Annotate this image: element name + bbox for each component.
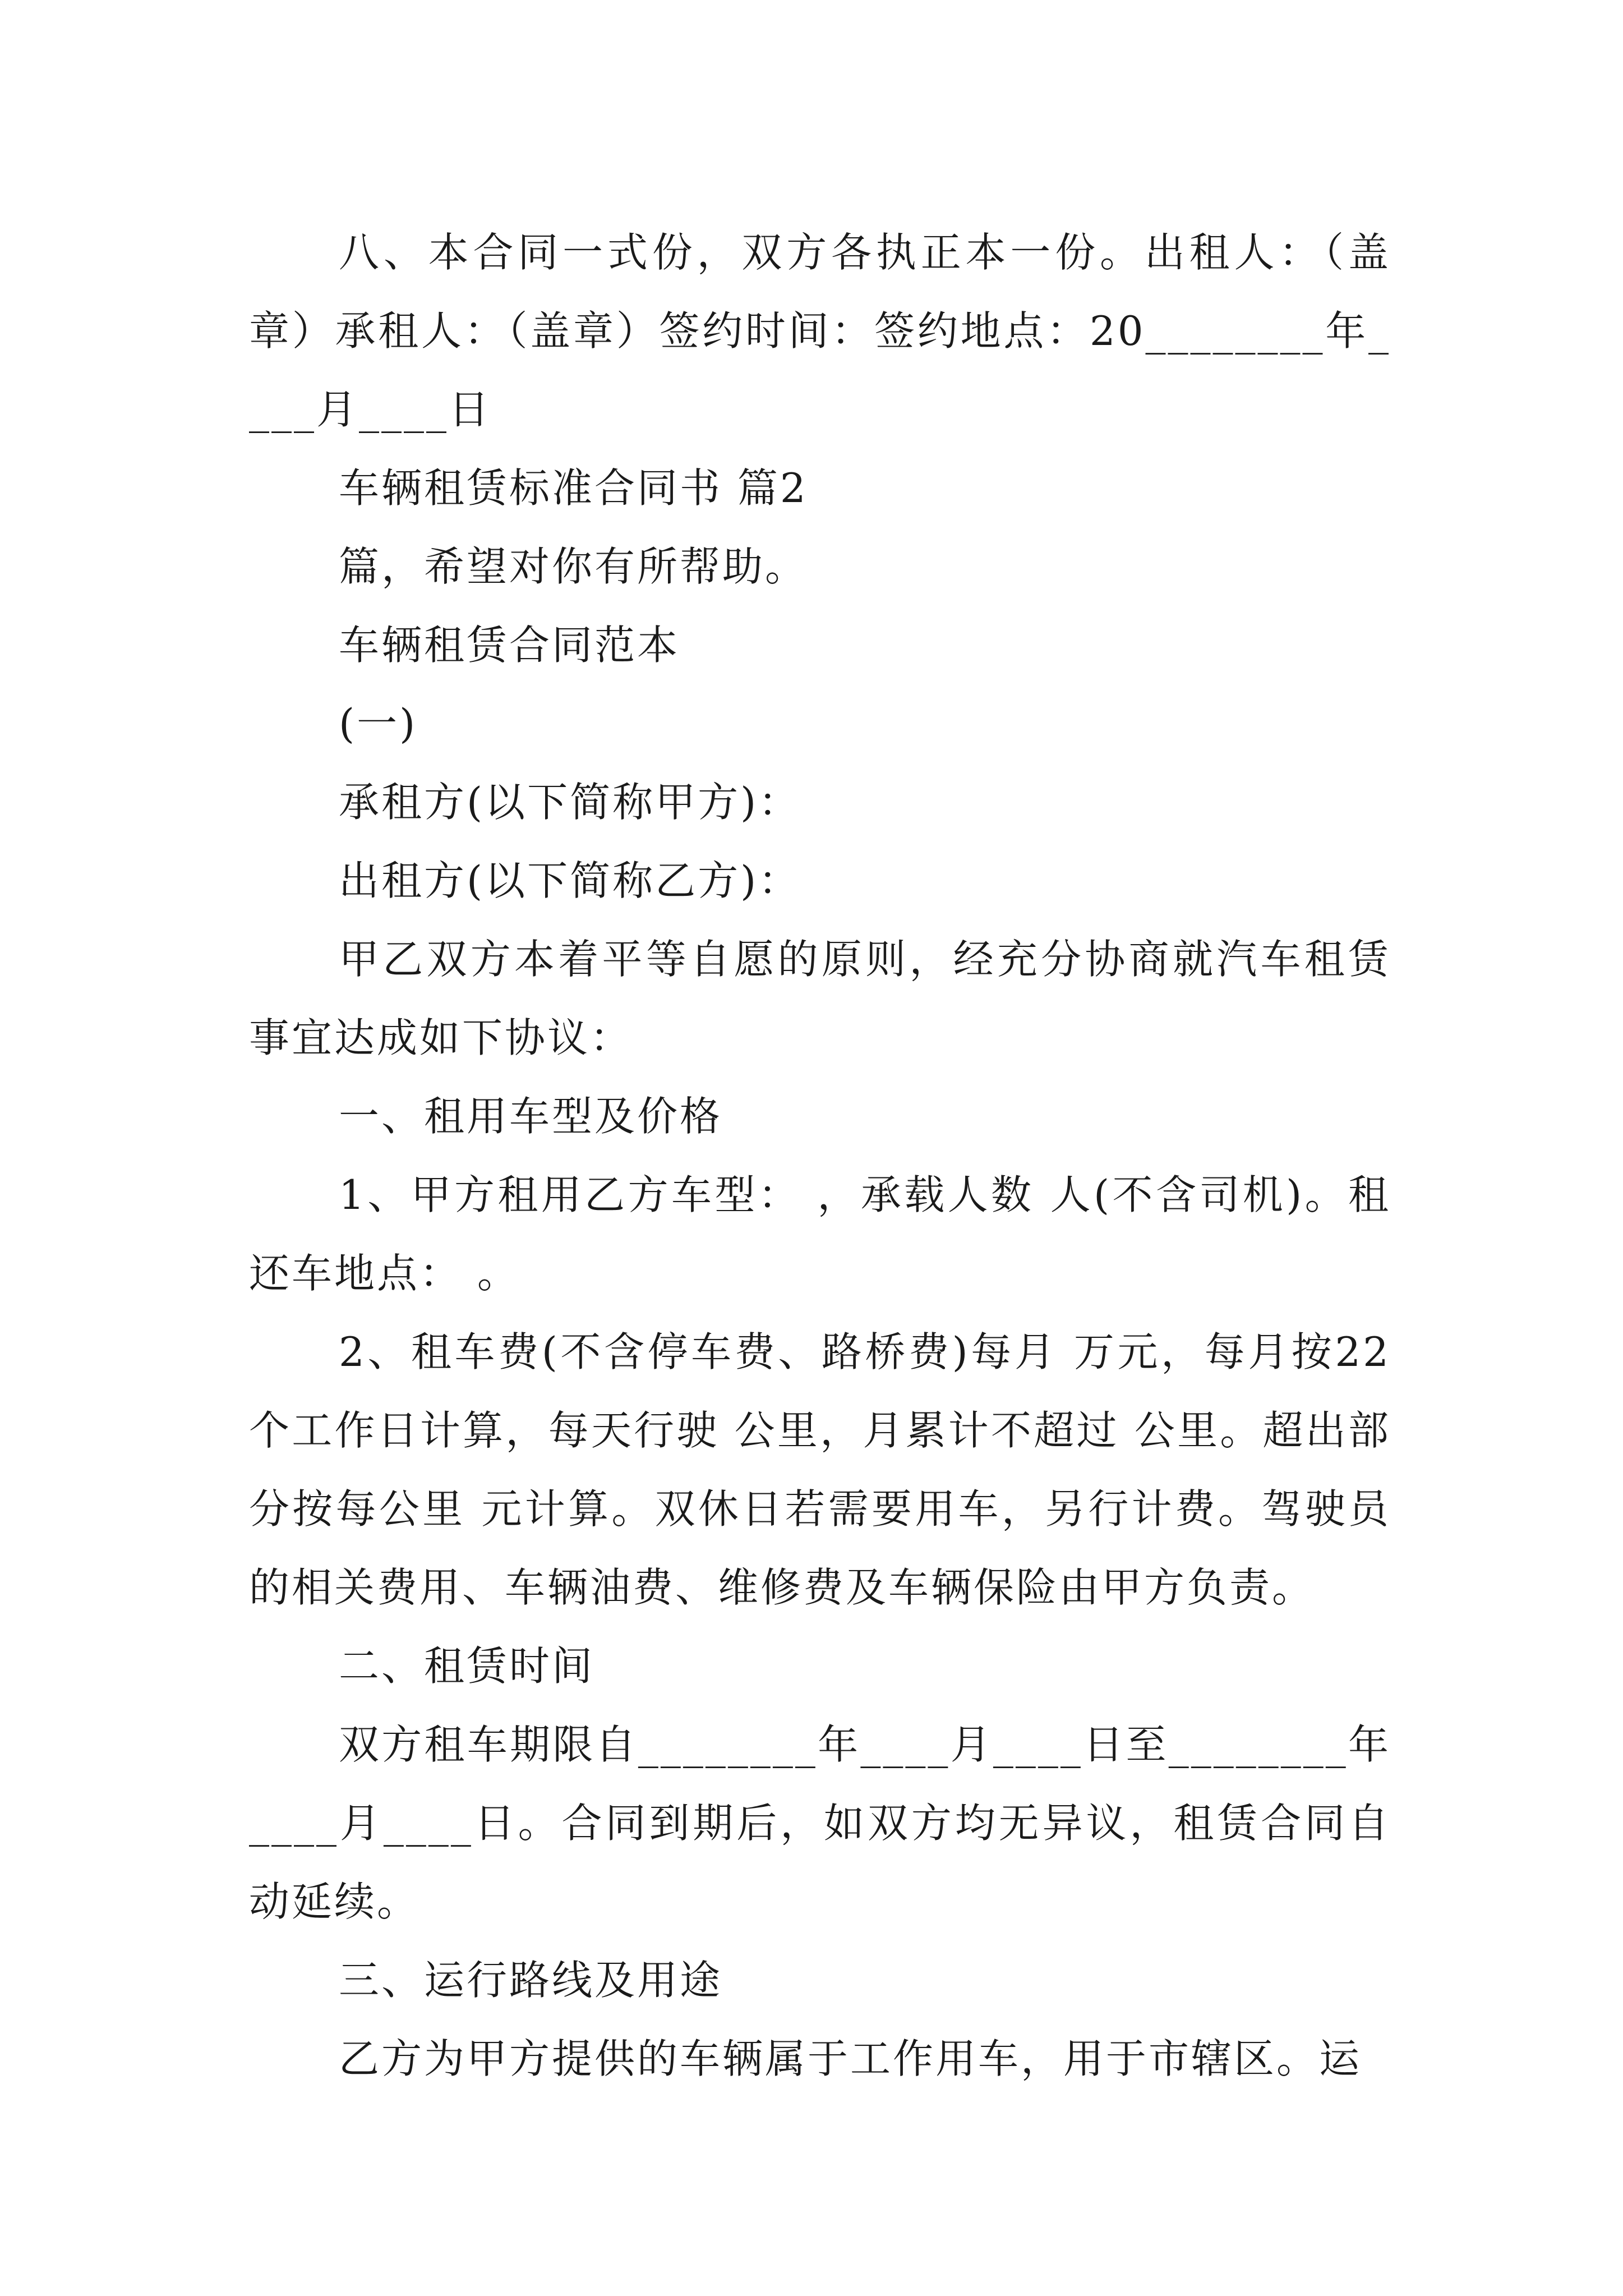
subsection-number: (一) (339, 700, 418, 747)
clause-eight-paragraph: 八、本合同一式份，双方各执正本一份。出租人：（盖章）承租人：（盖章）签约时间：签约地点：20________年____月____日 (249, 229, 1391, 433)
heading-route-and-use: 三、运行路线及用途 (339, 1957, 723, 2004)
clause-route-and-use: 乙方为甲方提供的车辆属于工作用车，用于市辖区。运 (339, 2035, 1362, 2082)
agreement-preamble: 甲乙双方本着平等自愿的原则，经充分协商就汽车租赁事宜达成如下协议： (249, 936, 1391, 1061)
heading-vehicle-and-price: 一、租用车型及价格 (339, 1093, 723, 1140)
document-body (249, 213, 1391, 2098)
intro-line: 篇，希望对你有所帮助。 (339, 543, 808, 590)
lessee-line: 承租方(以下简称甲方)： (339, 779, 801, 826)
lessor-line: 出租方(以下简称乙方)： (339, 857, 801, 904)
section-heading-part-2: 车辆租赁标准合同书 篇2 (339, 464, 808, 512)
clause-vehicle-model: 1、甲方租用乙方车型： ，承载人数 人(不含司机)。租还车地点： 。 (249, 1171, 1391, 1297)
heading-rental-period: 二、租赁时间 (339, 1642, 595, 1690)
contract-title: 车辆租赁合同范本 (339, 622, 680, 669)
clause-rental-fee: 2、租车费(不含停车费、路桥费)每月 万元，每月按22个工作日计算，每天行驶 公里，月累计不超过 公里。超出部分按每公里 元计算。双休日若需要用车，另行计费。驾驶员的相关费用、车辆油费、维修费及车辆保险由甲方负责。 (249, 1328, 1391, 1611)
clause-rental-period: 双方租车期限自________年____月____日至________年____月____日。合同到期后，如双方均无异议，租赁合同自动延续。 (249, 1721, 1391, 1925)
